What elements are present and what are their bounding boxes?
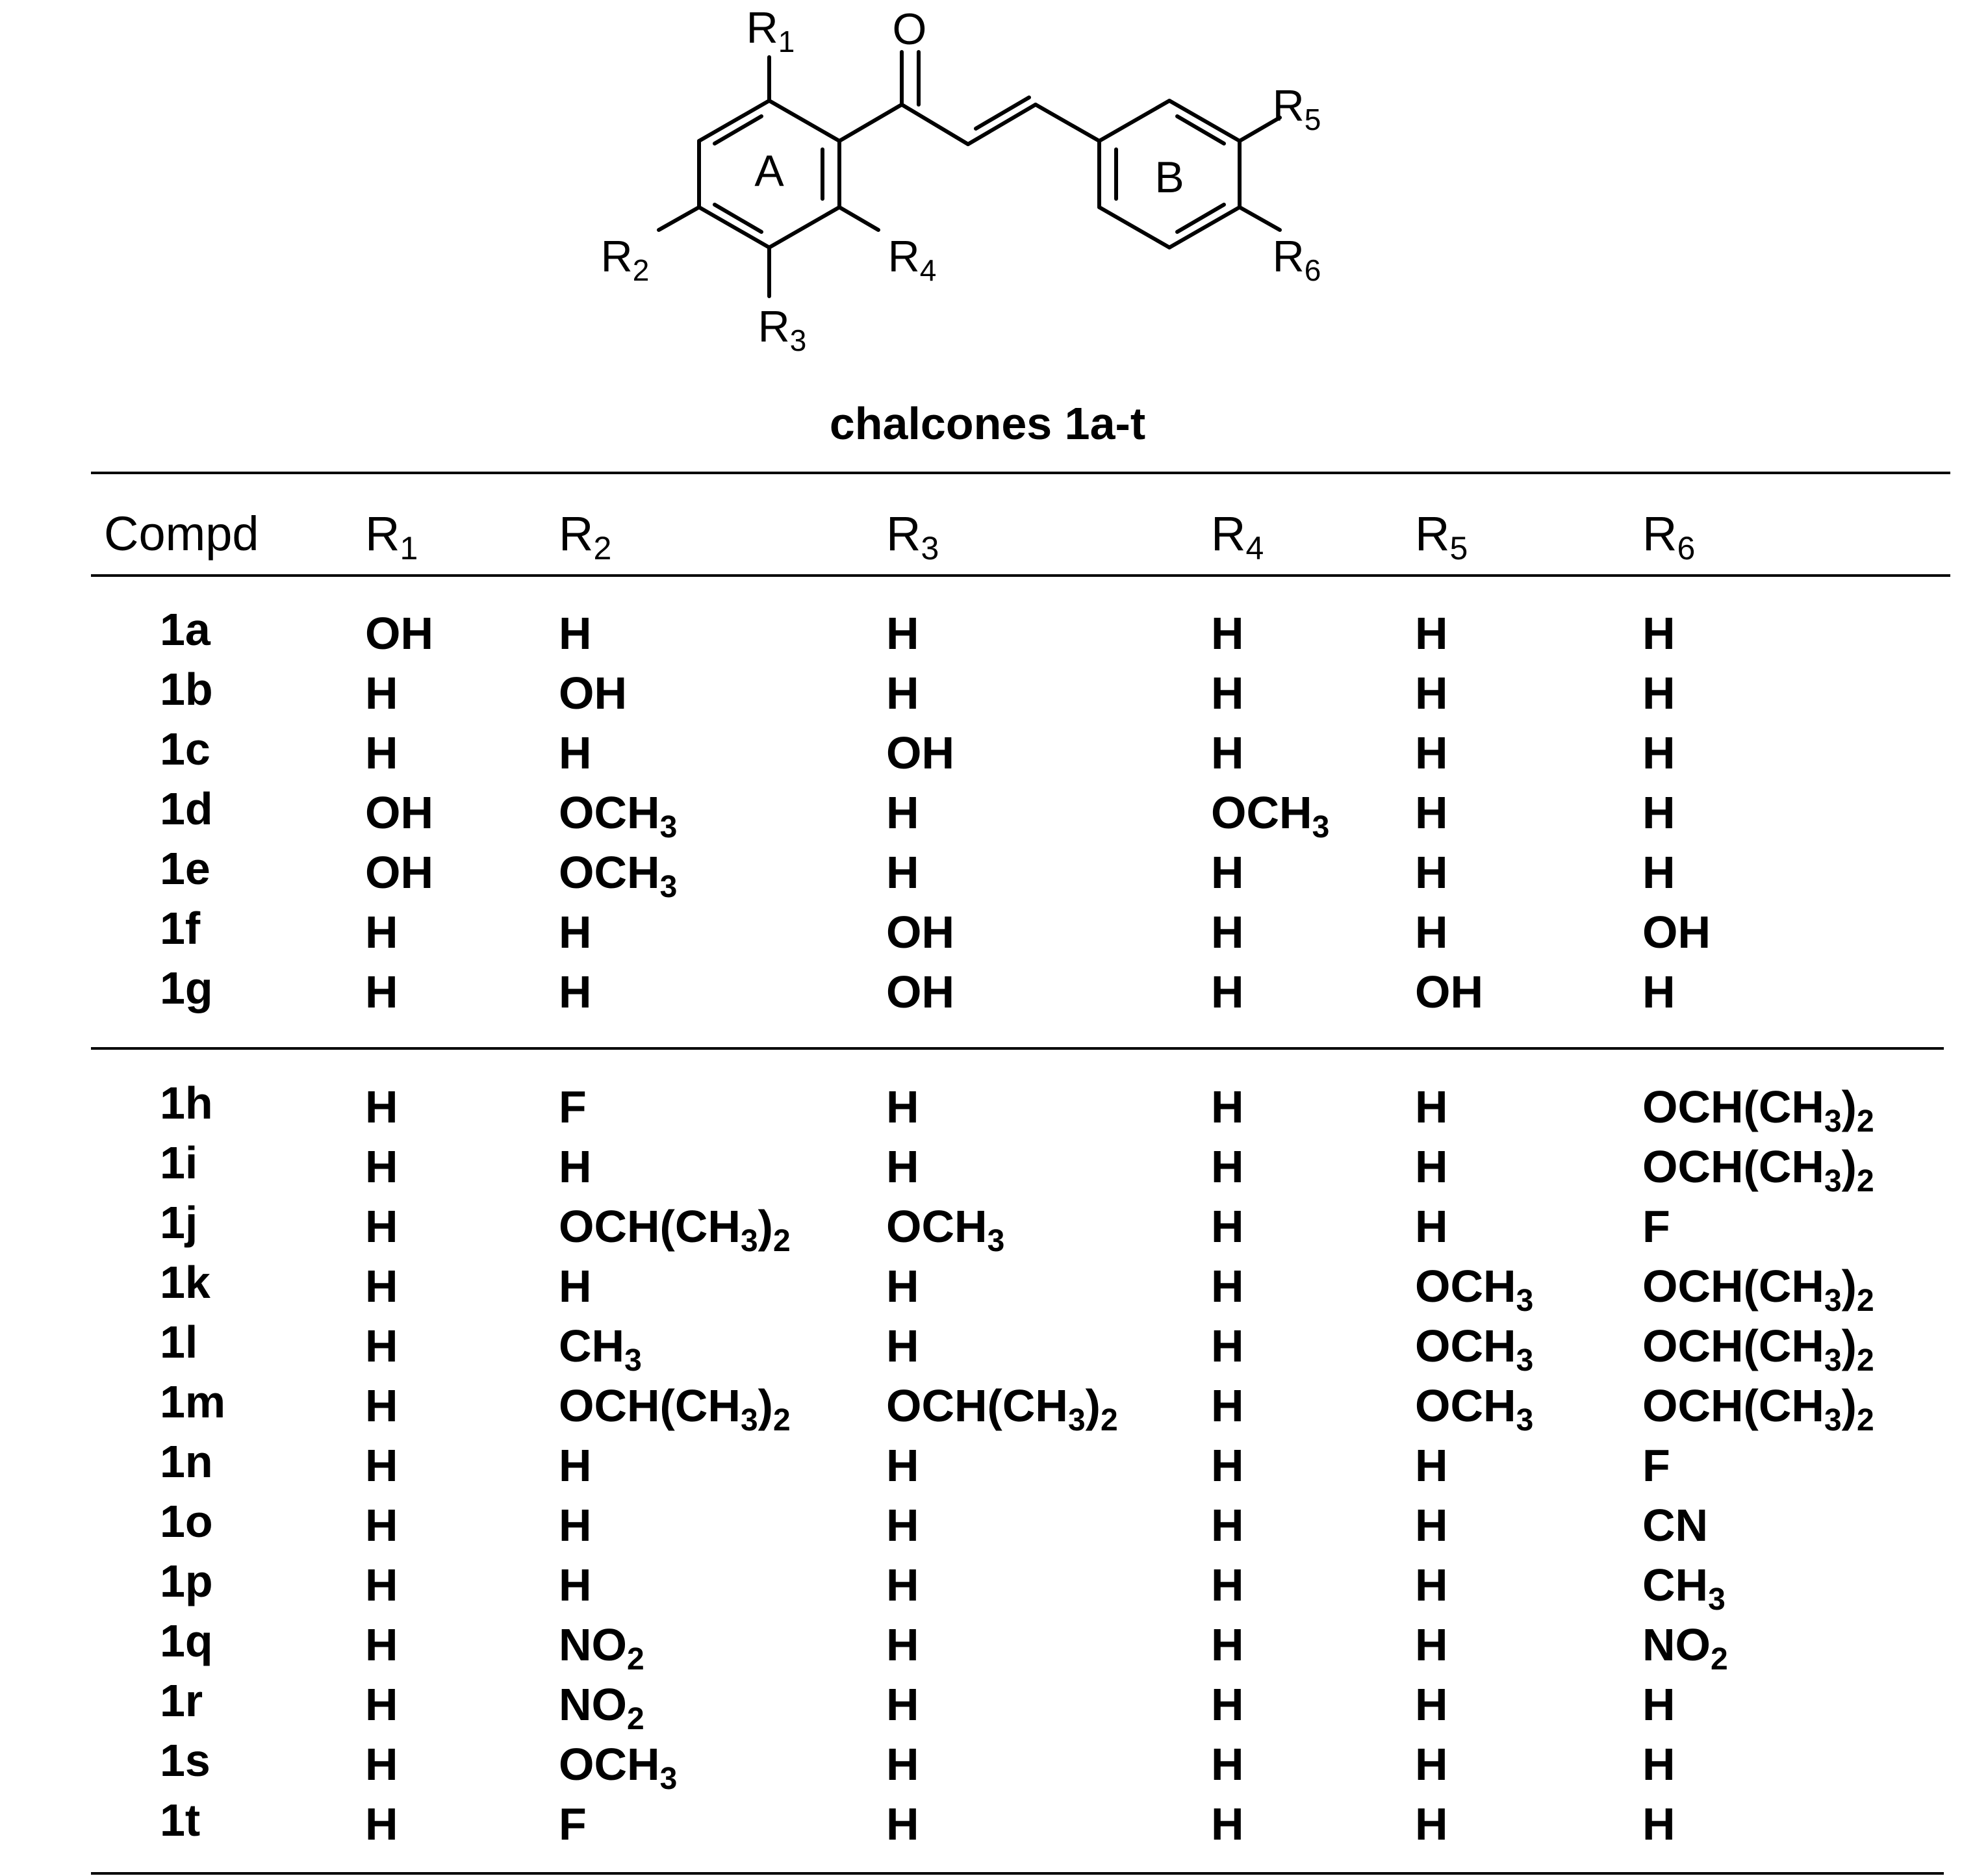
cell-r5: H: [1415, 1440, 1448, 1491]
cell-r6: $OCH(CH_3)_2$: [1642, 1261, 1874, 1318]
cell-compd: 1s: [160, 1735, 210, 1786]
cell-r3: H: [886, 1440, 919, 1491]
cell-r2: H: [559, 1560, 592, 1610]
cell-r1: H: [365, 1261, 398, 1312]
cell-compd: 1b: [160, 664, 213, 715]
bond: [1099, 101, 1169, 141]
cell-r3: H: [886, 1141, 919, 1192]
bond: [1099, 207, 1169, 247]
cell-r4: H: [1211, 1261, 1244, 1312]
header-r6: $R_6$: [1642, 507, 1696, 566]
cell-r4: H: [1211, 967, 1244, 1017]
cell-r2: $OCH_3$: [559, 847, 678, 904]
cell-r1: H: [365, 1799, 398, 1849]
cell-r3: H: [886, 1500, 919, 1551]
header-compd: Compd: [104, 507, 259, 561]
cell-r3: H: [886, 787, 919, 838]
cell-r6: H: [1642, 608, 1676, 659]
cell-r2: $NO_2$: [559, 1619, 644, 1677]
cell-r5: $OCH_3$: [1415, 1261, 1534, 1318]
cell-compd: 1m: [160, 1376, 226, 1427]
cell-compd: 1a: [160, 604, 210, 655]
cell-r1: H: [365, 1500, 398, 1551]
cell-compd: 1c: [160, 724, 210, 774]
cell-r4: H: [1211, 728, 1244, 778]
cell-r1: H: [365, 1141, 398, 1192]
cell-r1: OH: [365, 787, 433, 838]
cell-r2: H: [559, 1500, 592, 1551]
cell-compd: 1d: [160, 783, 213, 834]
cell-r3: H: [886, 1799, 919, 1849]
cell-compd: 1o: [160, 1496, 213, 1547]
carbonyl-oxygen-label: O: [892, 5, 927, 54]
bond: [659, 207, 699, 230]
cell-r1: H: [365, 1082, 398, 1132]
cell-r3: H: [886, 1321, 919, 1371]
cell-r5: H: [1415, 1739, 1448, 1790]
cell-compd: 1p: [160, 1556, 213, 1606]
cell-r1: OH: [365, 608, 433, 659]
cell-r3: H: [886, 1261, 919, 1312]
cell-r1: H: [365, 1560, 398, 1610]
cell-r5: H: [1415, 1082, 1448, 1132]
cell-r5: H: [1415, 1560, 1448, 1610]
bond: [1169, 101, 1240, 141]
substituent-r4-label: $R_4$: [887, 232, 937, 287]
cell-r4: $OCH_3$: [1211, 787, 1330, 844]
cell-r6: $CH_3$: [1642, 1560, 1726, 1617]
cell-compd: 1j: [160, 1197, 198, 1248]
cell-r1: H: [365, 1739, 398, 1790]
cell-r6: OH: [1642, 907, 1711, 957]
cell-r6: H: [1642, 1679, 1676, 1730]
cell-r3: $OCH_3$: [886, 1201, 1005, 1258]
table-caption: chalcones 1a-t: [829, 398, 1146, 449]
cell-r1: H: [365, 1440, 398, 1491]
cell-r5: H: [1415, 608, 1448, 659]
cell-r6: H: [1642, 787, 1676, 838]
bond: [699, 101, 769, 141]
cell-r1: H: [365, 1679, 398, 1730]
cell-r5: H: [1415, 728, 1448, 778]
cell-r4: H: [1211, 668, 1244, 718]
cell-r6: H: [1642, 1739, 1676, 1790]
cell-r6: H: [1642, 728, 1676, 778]
header-r1: $R_1$: [365, 507, 418, 566]
cell-r3: H: [886, 1679, 919, 1730]
cell-r4: H: [1211, 1380, 1244, 1431]
bottom-rule: [91, 1872, 1944, 1875]
cell-r6: H: [1642, 967, 1676, 1017]
cell-r1: OH: [365, 847, 433, 898]
cell-r5: H: [1415, 1500, 1448, 1551]
header-r5: $R_5$: [1415, 507, 1468, 566]
cell-r6: $OCH(CH_3)_2$: [1642, 1082, 1874, 1139]
header-rule: [91, 574, 1950, 577]
cell-r2: H: [559, 608, 592, 659]
cell-r2: F: [559, 1799, 587, 1849]
cell-r3: H: [886, 1619, 919, 1670]
cell-r1: H: [365, 967, 398, 1017]
bond: [769, 207, 839, 247]
cell-r5: H: [1415, 787, 1448, 838]
bond: [1036, 105, 1099, 141]
cell-compd: 1q: [160, 1616, 213, 1666]
bond: [839, 105, 902, 141]
cell-r4: H: [1211, 1739, 1244, 1790]
cell-r5: H: [1415, 1201, 1448, 1252]
cell-r4: H: [1211, 1619, 1244, 1670]
cell-r2: H: [559, 1141, 592, 1192]
bond: [1169, 207, 1240, 247]
cell-r3: H: [886, 608, 919, 659]
cell-compd: 1i: [160, 1137, 198, 1188]
cell-r1: H: [365, 1201, 398, 1252]
cell-r3: OH: [886, 967, 954, 1017]
cell-compd: 1h: [160, 1078, 213, 1128]
substituent-r5-label: $R_5$: [1272, 81, 1321, 136]
cell-r3: OH: [886, 907, 954, 957]
cell-r6: $OCH(CH_3)_2$: [1642, 1321, 1874, 1378]
cell-compd: 1f: [160, 903, 201, 954]
cell-r6: H: [1642, 1799, 1676, 1849]
cell-compd: 1l: [160, 1317, 198, 1367]
cell-r5: H: [1415, 1679, 1448, 1730]
cell-r6: $OCH(CH_3)_2$: [1642, 1380, 1874, 1438]
cell-r3: H: [886, 668, 919, 718]
cell-r5: H: [1415, 668, 1448, 718]
cell-compd: 1e: [160, 843, 210, 894]
bond: [839, 207, 878, 230]
cell-r2: $OCH(CH_3)_2$: [559, 1380, 791, 1438]
cell-r4: H: [1211, 1440, 1244, 1491]
cell-compd: 1k: [160, 1257, 210, 1308]
cell-r2: H: [559, 967, 592, 1017]
cell-r6: H: [1642, 668, 1676, 718]
cell-r5: $OCH_3$: [1415, 1380, 1534, 1438]
cell-r2: H: [559, 907, 592, 957]
group-separator-rule: [91, 1047, 1944, 1050]
ring-b-label: B: [1154, 153, 1184, 202]
cell-r6: $NO_2$: [1642, 1619, 1728, 1677]
cell-r3: H: [886, 847, 919, 898]
cell-r1: H: [365, 1619, 398, 1670]
cell-r3: H: [886, 1560, 919, 1610]
bond: [1240, 207, 1280, 230]
cell-r2: F: [559, 1082, 587, 1132]
cell-r5: H: [1415, 1141, 1448, 1192]
cell-r3: OH: [886, 728, 954, 778]
cell-r1: H: [365, 728, 398, 778]
bond: [902, 105, 968, 144]
bond: [968, 105, 1036, 144]
cell-r4: H: [1211, 907, 1244, 957]
cell-r5: H: [1415, 1619, 1448, 1670]
cell-r2: $OCH(CH_3)_2$: [559, 1201, 791, 1258]
cell-r3: H: [886, 1082, 919, 1132]
header-r3: $R_3$: [886, 507, 939, 566]
substituent-r3-label: $R_3$: [758, 302, 807, 357]
cell-r5: H: [1415, 847, 1448, 898]
bond: [769, 101, 839, 141]
chalcone-structure: [0, 0, 1975, 390]
cell-r6: F: [1642, 1201, 1670, 1252]
cell-compd: 1n: [160, 1436, 213, 1487]
cell-r2: $OCH_3$: [559, 787, 678, 844]
cell-compd: 1g: [160, 963, 213, 1013]
cell-r1: H: [365, 668, 398, 718]
cell-r6: F: [1642, 1440, 1670, 1491]
cell-r4: H: [1211, 1082, 1244, 1132]
cell-compd: 1t: [160, 1795, 201, 1845]
cell-r3: H: [886, 1739, 919, 1790]
cell-r4: H: [1211, 1321, 1244, 1371]
cell-r4: H: [1211, 1201, 1244, 1252]
cell-r6: H: [1642, 847, 1676, 898]
cell-r3: $OCH(CH_3)_2$: [886, 1380, 1118, 1438]
cell-r4: H: [1211, 1799, 1244, 1849]
substituent-r6-label: $R_6$: [1272, 232, 1321, 287]
cell-r4: H: [1211, 608, 1244, 659]
cell-r1: H: [365, 1380, 398, 1431]
cell-compd: 1r: [160, 1675, 203, 1726]
substituent-r2-label: $R_2$: [600, 232, 650, 287]
header-r4: $R_4$: [1211, 507, 1264, 566]
cell-r2: $OCH_3$: [559, 1739, 678, 1796]
cell-r2: H: [559, 728, 592, 778]
cell-r2: H: [559, 1440, 592, 1491]
cell-r4: H: [1211, 847, 1244, 898]
cell-r5: $OCH_3$: [1415, 1321, 1534, 1378]
cell-r4: H: [1211, 1141, 1244, 1192]
cell-r2: OH: [559, 668, 627, 718]
cell-r5: H: [1415, 1799, 1448, 1849]
bond: [699, 207, 769, 247]
cell-r4: H: [1211, 1679, 1244, 1730]
cell-r6: CN: [1642, 1500, 1709, 1551]
cell-r2: $NO_2$: [559, 1679, 644, 1736]
cell-r4: H: [1211, 1560, 1244, 1610]
cell-r6: $OCH(CH_3)_2$: [1642, 1141, 1874, 1198]
cell-r2: H: [559, 1261, 592, 1312]
cell-r4: H: [1211, 1500, 1244, 1551]
cell-r1: H: [365, 1321, 398, 1371]
cell-r5: OH: [1415, 967, 1483, 1017]
cell-r2: $CH_3$: [559, 1321, 642, 1378]
cell-r5: H: [1415, 907, 1448, 957]
substituent-r1-label: $R_1$: [746, 3, 795, 58]
top-rule: [91, 472, 1950, 474]
cell-r1: H: [365, 907, 398, 957]
header-r2: $R_2$: [559, 507, 612, 566]
ring-a-label: A: [754, 146, 784, 196]
